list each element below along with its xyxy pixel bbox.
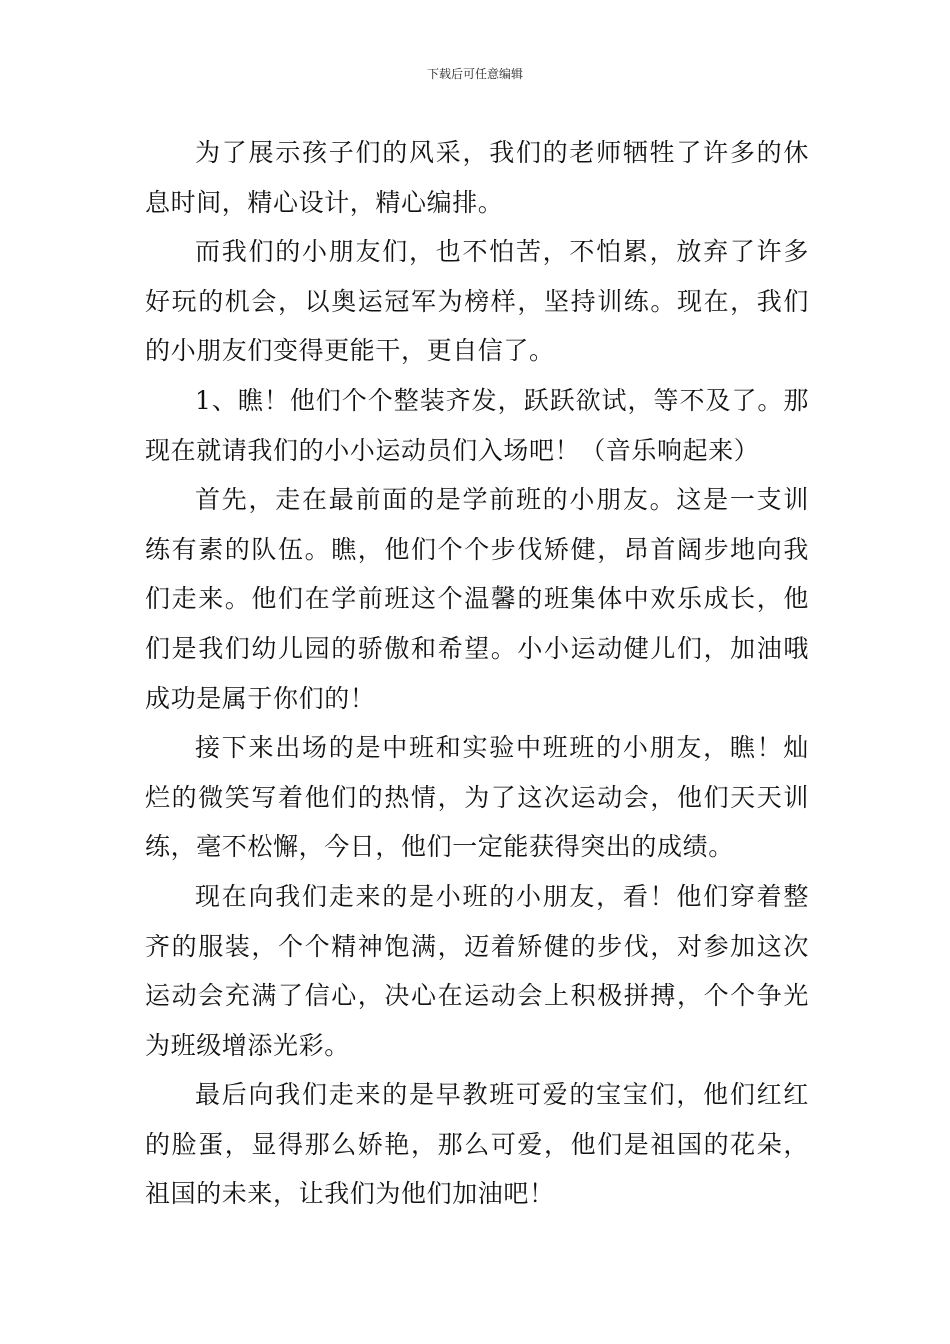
- paragraph: 接下来出场的是中班和实验中班班的小朋友，瞧！灿烂的微笑写着他们的热情，为了这次运动会，他们天天训练，毫不松懈，今日，他们一定能获得突出的成绩。: [145, 733, 809, 862]
- paragraph: 现在向我们走来的是小班的小朋友，看！他们穿着整齐的服装，个个精神饱满，迈着矫健的步伐，对参加这次运动会充满了信心，决心在运动会上积极拼搏，个个争光为班级增添光彩。: [145, 881, 809, 1060]
- paragraph: 而我们的小朋友们，也不怕苦，不怕累，放弃了许多好玩的机会，以奥运冠军为榜样，坚持训练。现在，我们的小朋友们变得更能干，更自信了。: [145, 237, 809, 366]
- paragraph: 首先，走在最前面的是学前班的小朋友。这是一支训练有素的队伍。瞧，他们个个步伐矫健，昂首阔步地向我们走来。他们在学前班这个温馨的班集体中欢乐成长，他们是我们幼儿园的骄傲和希望。小小运动健儿们，加油哦成功是属于你们的！: [145, 485, 809, 713]
- paragraph: 1、瞧！他们个个整装齐发，跃跃欲试，等不及了。那现在就请我们的小小运动员们入场吧！（音乐响起来）: [145, 385, 809, 465]
- document-body: [145, 128, 809, 1219]
- page-header-note: 下载后可任意编辑: [426, 67, 523, 81]
- paragraph: 为了展示孩子们的风采，我们的老师牺牲了许多的休息时间，精心设计，精心编排。: [145, 138, 809, 217]
- paragraph: 最后向我们走来的是早教班可爱的宝宝们，他们红红的脸蛋，显得那么娇艳，那么可爱，他们是祖国的花朵，祖国的未来，让我们为他们加油吧！: [145, 1080, 809, 1209]
